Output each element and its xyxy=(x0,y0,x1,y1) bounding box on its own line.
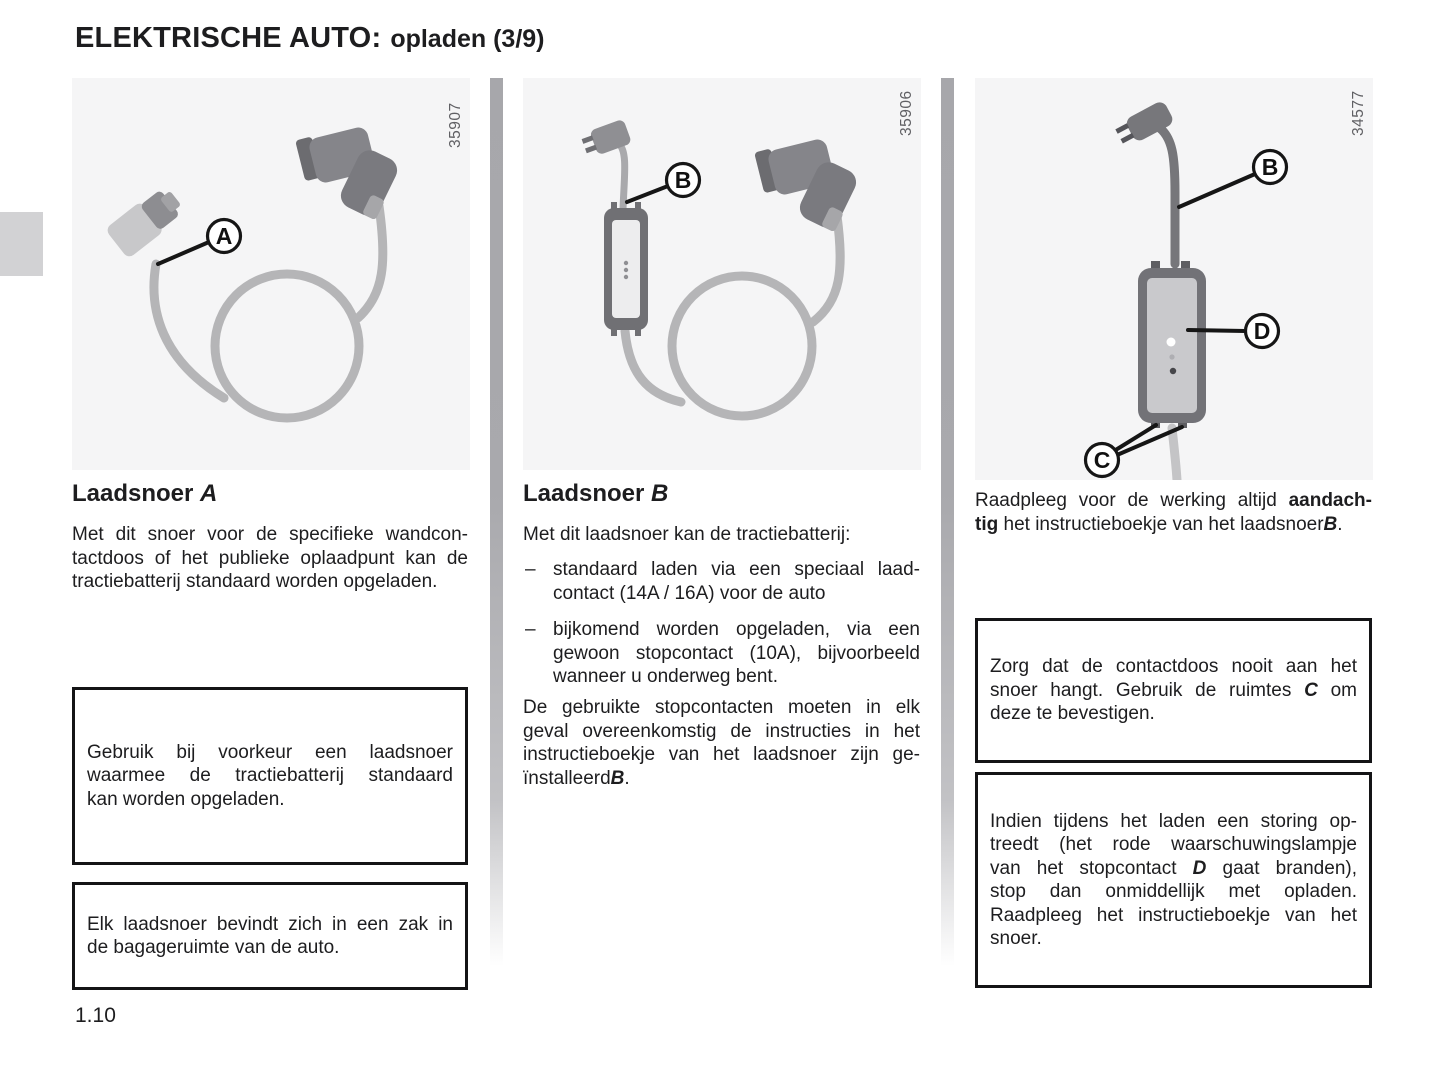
note-box-text: Elk laadsnoer bevindt zich in een zak in de bagageruimte van de auto. xyxy=(87,913,453,958)
note-box-charging-fault xyxy=(975,772,1372,988)
heading-laadsnoer-b xyxy=(523,480,920,508)
callout-b-pointer xyxy=(627,186,668,202)
wall-socket-plug xyxy=(105,183,187,259)
heading-text: Laadsnoer xyxy=(72,480,201,507)
small-indicator-led xyxy=(1169,354,1174,359)
callout-d-pointer xyxy=(1188,330,1245,331)
heading-text: Laadsnoer xyxy=(523,480,652,507)
figure-ref-number: 35906 xyxy=(898,90,915,136)
page-number: 1.10 xyxy=(75,1004,116,1027)
cable-segment xyxy=(813,216,840,322)
paragraph-cable-a: Met dit snoer voor de specifieke wandcon- tactdoos of het publieke oplaadpunt kan de tractiebatterij standaard worden opgeladen. xyxy=(72,524,468,592)
callout-d-letter: D xyxy=(1253,318,1271,344)
control-box xyxy=(1138,261,1206,428)
cable-loop xyxy=(672,276,812,416)
figure-laadsnoer-a xyxy=(72,78,470,470)
figure-ref-number: 35907 xyxy=(447,102,464,148)
bullet-standard-charging xyxy=(523,558,920,605)
callout-b-letter: B xyxy=(674,167,692,193)
heading-laadsnoer-a xyxy=(72,480,468,508)
cable-segment xyxy=(619,144,625,210)
bullet-dash: – xyxy=(525,559,536,580)
section-tab-marker xyxy=(0,212,43,276)
note-box-storage xyxy=(72,882,468,990)
note-box-text: Zorg dat de contactdoos nooit aan het snoer hangt. Gebruik de ruimtes C om deze te bevestigen. xyxy=(990,656,1357,725)
callout-c-letter: C xyxy=(1093,447,1111,473)
control-box xyxy=(604,202,648,336)
vehicle-charge-connector xyxy=(295,125,401,220)
figure-ref-number: 34577 xyxy=(1350,90,1367,136)
indicator-dot xyxy=(624,275,628,279)
indicator-dot xyxy=(624,261,628,265)
callout-b-pointer xyxy=(1179,174,1255,207)
cable-loop xyxy=(215,274,359,418)
callout-a-letter: A xyxy=(215,223,233,249)
column-divider-left xyxy=(490,78,503,1003)
vehicle-charge-connector xyxy=(754,137,860,232)
note-box-text: Indien tijdens het laden een storing op- treedt (het rode waarschuwingslampje van het stopcontact D gaat branden), stop dan onmiddellijk met opladen. Raadpleeg het instructieboekje van het snoer. xyxy=(990,810,1357,949)
column-divider-right xyxy=(941,78,954,1003)
warning-led xyxy=(1170,368,1176,374)
cable-b-illustration xyxy=(523,78,921,470)
paragraph-cable-b-intro: Met dit laadsnoer kan de tractiebatterij: xyxy=(523,524,851,545)
callout-a-pointer xyxy=(158,242,209,264)
bullet-dash: – xyxy=(525,619,536,640)
heading-letter: A xyxy=(200,480,218,507)
white-indicator-led xyxy=(1167,338,1176,347)
figure-control-box xyxy=(975,78,1373,480)
bullet-text: bijkomend worden opgeladen, via een gewoon stopcontact (10A), bijvoorbeeld wanneer u onderweg bent. xyxy=(553,619,920,687)
figure-laadsnoer-b xyxy=(523,78,921,470)
bullet-text: standaard laden via een speciaal laad- contact (14A / 16A) voor de auto xyxy=(553,559,920,604)
page-title-sub: opladen (3/9) xyxy=(390,25,545,53)
page-title-main: ELEKTRISCHE AUTO: xyxy=(75,22,382,54)
paragraph-socket-requirements: De gebruikte stopcontacten moeten in elk geval overeenkomstig de instructies in het instructieboekje van het laadsnoer zijn ge- ïnstalleerdB. xyxy=(523,697,920,789)
note-box-fasten-socket xyxy=(975,618,1372,763)
control-box-illustration xyxy=(975,78,1373,480)
indicator-dot xyxy=(624,268,628,272)
note-box-prefer-cable xyxy=(72,687,468,865)
note-box-text: Gebruik bij voorkeur een laadsnoer waarmee de tractiebatterij standaard kan worden opgeladen. xyxy=(87,741,453,810)
output-cable xyxy=(1172,428,1177,480)
paragraph-consult-manual: Raadpleeg voor de werking altijd aandach- tig het instructieboekje van het laadsnoerB. xyxy=(975,490,1372,535)
heading-letter: B xyxy=(651,480,669,507)
callout-b-letter: B xyxy=(1261,154,1279,180)
bullet-additional-charging xyxy=(523,618,920,689)
page-title xyxy=(75,22,545,55)
cable-a-illustration xyxy=(72,78,470,470)
supply-cord xyxy=(1157,126,1175,264)
cable-segment xyxy=(358,206,383,318)
